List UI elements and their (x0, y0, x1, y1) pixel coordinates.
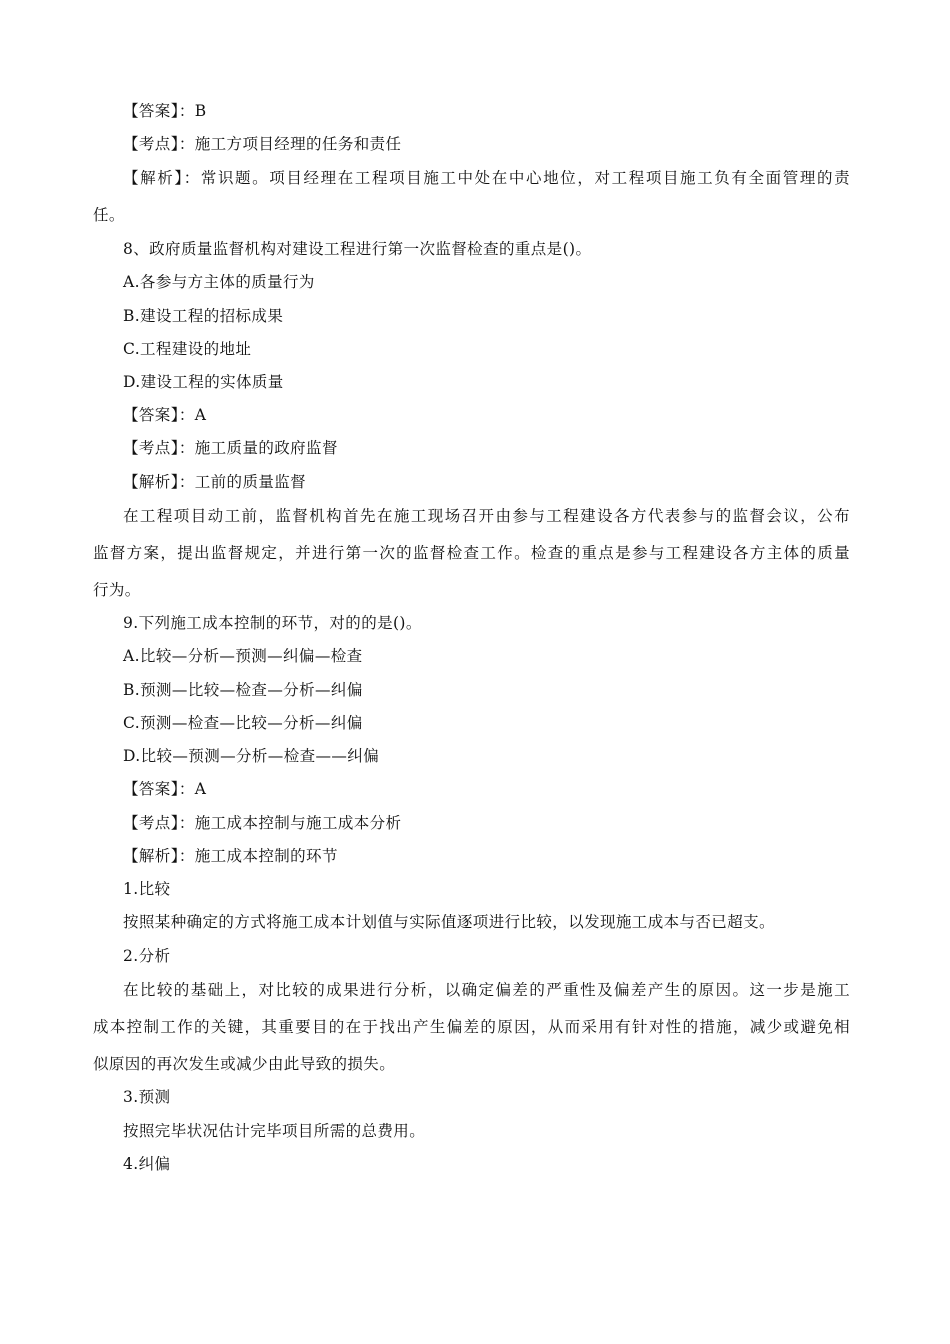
step-heading: 4.纠偏 (123, 1155, 171, 1173)
option-a: A.各参与方主体的质量行为 (123, 273, 315, 291)
answer-line: 【答案】：A (123, 780, 207, 798)
option-d: D.比较—预测—分析—检查——纠偏 (123, 747, 380, 765)
paragraph-line: 行为。 (93, 581, 141, 599)
paragraph-line: 在工程项目动工前，监督机构首先在施工现场召开由参与工程建设各方代表参与的监督会议，公布 (123, 507, 850, 525)
paragraph-line: 监督方案，提出监督规定，并进行第一次的监督检查工作。检查的重点是参与工程建设各方主体的质量 (93, 544, 850, 562)
analysis-line: 【解析】：施工成本控制的环节 (123, 847, 338, 865)
step-heading: 3.预测 (123, 1088, 171, 1106)
topic-line: 【考点】：施工质量的政府监督 (123, 439, 338, 457)
analysis-line-cont: 任。 (93, 206, 125, 224)
option-c: C.预测—检查—比较—分析—纠偏 (123, 714, 363, 732)
step-text: 成本控制工作的关键，其重要目的在于找出产生偏差的原因，从而采用有针对性的措施，减少或避免相 (93, 1018, 850, 1036)
step-text: 似原因的再次发生或减少由此导致的损失。 (93, 1055, 396, 1073)
topic-line: 【考点】：施工方项目经理的任务和责任 (123, 135, 402, 153)
step-text: 按照完毕状况估计完毕项目所需的总费用。 (123, 1122, 426, 1140)
analysis-line: 【解析】：常识题。项目经理在工程项目施工中处在中心地位，对工程项目施工负有全面管理的责 (123, 169, 850, 187)
option-b: B.建设工程的招标成果 (123, 307, 284, 325)
option-b: B.预测—比较—检查—分析—纠偏 (123, 681, 363, 699)
answer-line: 【答案】：B (123, 102, 207, 120)
step-text: 在比较的基础上，对比较的成果进行分析，以确定偏差的严重性及偏差产生的原因。这一步是施工 (123, 981, 850, 999)
step-text: 按照某种确定的方式将施工成本计划值与实际值逐项进行比较，以发现施工成本与否已超支。 (123, 913, 775, 931)
option-a: A.比较—分析—预测—纠偏—检查 (123, 647, 363, 665)
step-heading: 1.比较 (123, 880, 171, 898)
answer-line: 【答案】：A (123, 406, 207, 424)
topic-line: 【考点】：施工成本控制与施工成本分析 (123, 814, 402, 832)
question-8: 8、政府质量监督机构对建设工程进行第一次监督检查的重点是()。 (123, 240, 592, 258)
option-c: C.工程建设的地址 (123, 340, 252, 358)
question-9: 9.下列施工成本控制的环节，对的的是()。 (123, 614, 422, 632)
analysis-line: 【解析】：工前的质量监督 (123, 473, 307, 491)
option-d: D.建设工程的实体质量 (123, 373, 284, 391)
step-heading: 2.分析 (123, 947, 171, 965)
